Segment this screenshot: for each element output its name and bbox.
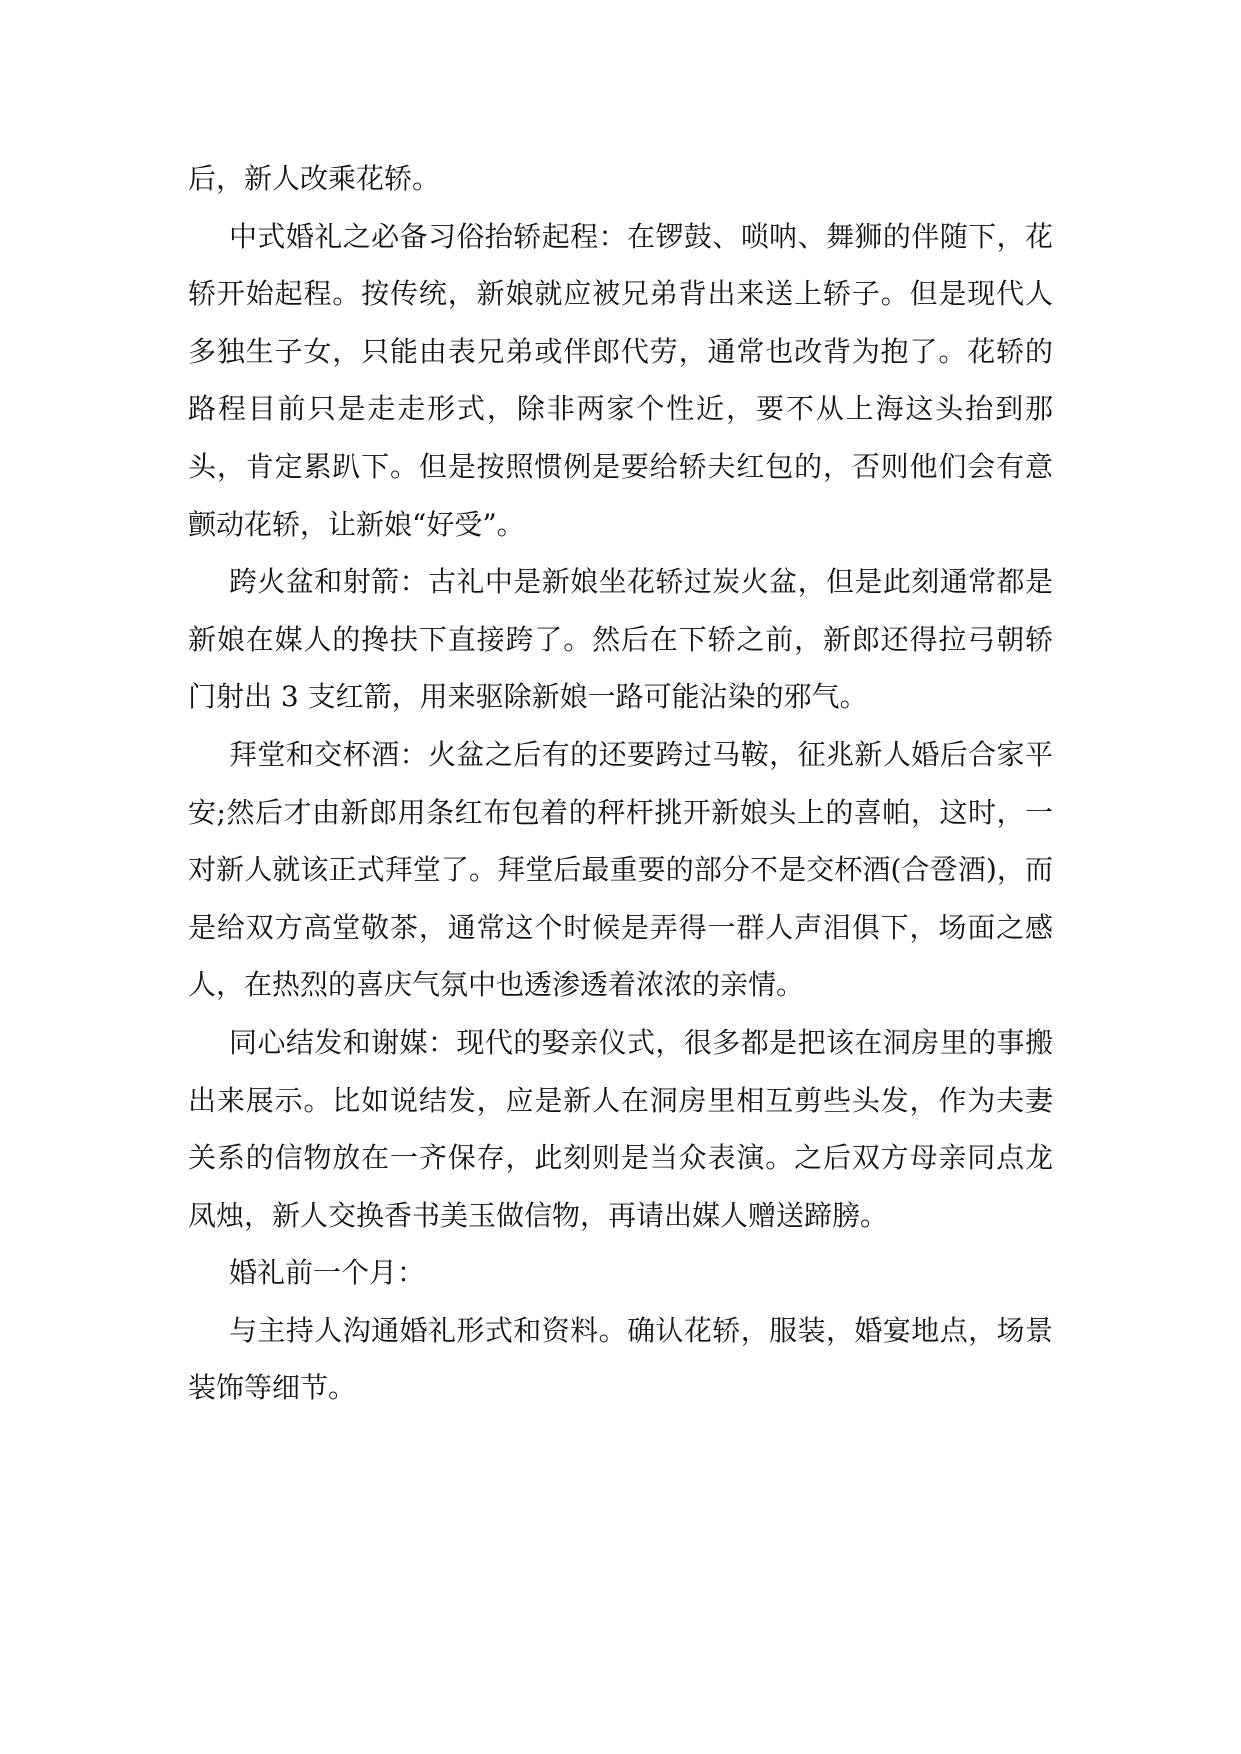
paragraph-1: 后，新人改乘花轿。 [188, 162, 441, 195]
paragraph-6: 婚礼前一个月： [229, 1256, 426, 1290]
paragraph-4: 拜堂和交杯酒：火盆之后有的还要跨过马鞍，征兆新人婚后合家平安;然后才由新郎用条红布包着的秤杆挑开新娘头上的喜帕，这时，一对新人就该正式拜堂了。拜堂后最重要的部分不是交杯酒(合卺酒)，而是给双方高堂敬茶，通常这个时候是弄得一群人声泪俱下，场面之感人，在热烈的喜庆气氛中也透渗透着浓浓的亲情。 [188, 737, 1053, 1002]
document-body [188, 150, 1053, 1417]
paragraph-7: 与主持人沟通婚礼形式和资料。确认花轿，服装，婚宴地点，场景装饰等细节。 [188, 1313, 1053, 1405]
paragraph-2: 中式婚礼之必备习俗抬轿起程：在锣鼓、唢呐、舞狮的伴随下，花轿开始起程。按传统，新娘就应被兄弟背出来送上轿子。但是现代人多独生子女，只能由表兄弟或伴郎代劳，通常也改背为抱了。花轿的路程目前只是走走形式，除非两家个性近，要不从上海这头抬到那头，肯定累趴下。但是按照惯例是要给轿夫红包的，否则他们会有意颤动花轿，让新娘“好受”。 [188, 219, 1053, 541]
paragraph-3: 跨火盆和射箭：古礼中是新娘坐花轿过炭火盆，但是此刻通常都是新娘在媒人的搀扶下直接跨了。然后在下轿之前，新郎还得拉弓朝轿门射出 3 支红箭，用来驱除新娘一路可能沾染的邪气。 [188, 565, 1053, 714]
paragraph-5: 同心结发和谢媒：现代的娶亲仪式，很多都是把该在洞房里的事搬出来展示。比如说结发，应是新人在洞房里相互剪些头发，作为夫妻关系的信物放在一齐保存，此刻则是当众表演。之后双方母亲同点龙凤烛，新人交换香书美玉做信物，再请出媒人赠送蹄膀。 [188, 1025, 1053, 1232]
